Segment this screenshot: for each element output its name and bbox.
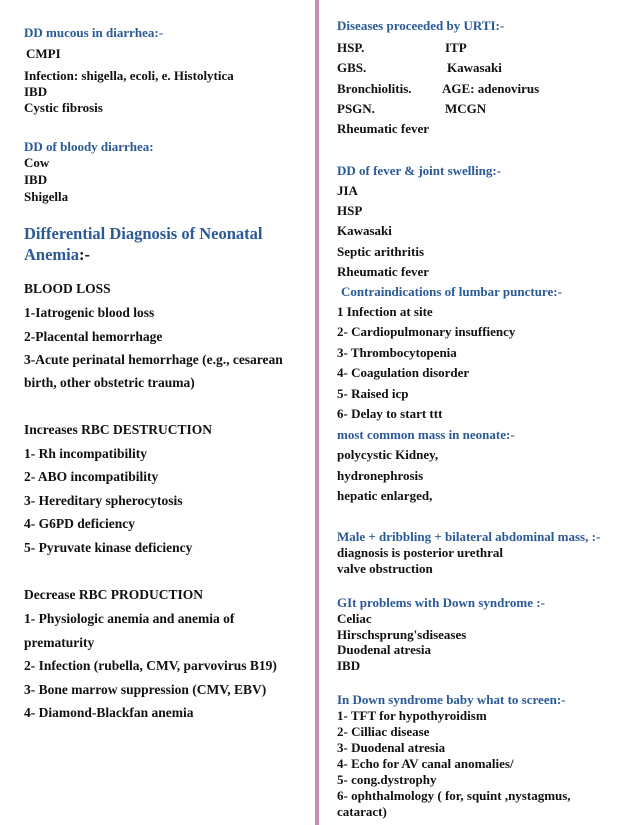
mass-item: polycystic Kidney,	[337, 447, 439, 462]
mucous-item: IBD	[24, 84, 48, 99]
urti-row	[337, 60, 502, 76]
destruction-item: 5- Pyruvate kinase deficiency	[24, 540, 193, 555]
fever-joint-heading: DD of fever & joint swelling:-	[337, 163, 502, 178]
production-item: 2- Infection (rubella, CMV, parvovirus B19)	[24, 658, 277, 673]
male-item: valve obstruction	[337, 561, 433, 576]
fever-item: Rheumatic fever	[337, 264, 430, 279]
mucous-item: CMPI	[26, 46, 61, 61]
mass-item: hydronephrosis	[337, 468, 424, 483]
urti-row	[337, 40, 467, 56]
mass-item: hepatic enlarged,	[337, 488, 433, 503]
urti-cell: ITP	[445, 40, 467, 55]
anemia-heading-line2	[24, 244, 90, 265]
production-item: 4- Diamond-Blackfan anemia	[24, 705, 194, 720]
urti-cell: MCGN	[445, 101, 487, 116]
blood-loss-item: birth, other obstetric trauma)	[24, 375, 195, 390]
fever-item: Kawasaki	[337, 223, 392, 238]
bloody-item: Cow	[24, 155, 50, 170]
production-item: 1- Physiologic anemia and anemia of	[24, 611, 235, 626]
bloody-diarrhea-heading: DD of bloody diarrhea:	[24, 139, 154, 154]
screen-item: 6- ophthalmology ( for, squint ,nystagmus,	[337, 788, 571, 803]
mucous-diarrhea-heading: DD mucous in diarrhea:-	[24, 25, 164, 40]
urti-item: Rheumatic fever	[337, 121, 430, 136]
urti-cell: GBS.	[337, 60, 367, 75]
lp-item: 5- Raised icp	[337, 386, 409, 401]
urti-cell: PSGN.	[337, 101, 375, 116]
lp-item: 1 Infection at site	[337, 304, 433, 319]
git-down-heading: GIt problems with Down syndrome :-	[337, 595, 545, 610]
git-item: IBD	[337, 658, 361, 673]
urti-cell: AGE: adenovirus	[442, 81, 540, 96]
production-item: 3- Bone marrow suppression (CMV, EBV)	[24, 682, 267, 697]
destruction-item: 1- Rh incompatibility	[24, 446, 148, 461]
screen-item: 2- Cilliac disease	[337, 724, 430, 739]
bloody-item: IBD	[24, 172, 48, 187]
screen-item: 1- TFT for hypothyroidism	[337, 708, 487, 723]
git-item: Hirschsprung'sdiseases	[337, 627, 467, 642]
blood-loss-item: 2-Placental hemorrhage	[24, 329, 163, 344]
blood-loss-item: 3-Acute perinatal hemorrhage (e.g., cesarean	[24, 352, 283, 367]
lp-item: 2- Cardiopulmonary insuffiency	[337, 324, 516, 339]
urti-row	[337, 101, 486, 117]
blood-loss-item: 1-Iatrogenic blood loss	[24, 305, 155, 320]
urti-cell: Bronchiolitis.	[337, 81, 412, 96]
male-dribbling-heading: Male + dribbling + bilateral abdominal mass, :-	[337, 529, 601, 544]
down-screen-heading: In Down syndrome baby what to screen:-	[337, 692, 566, 707]
destruction-item: 3- Hereditary spherocytosis	[24, 493, 183, 508]
git-item: Duodenal atresia	[337, 642, 432, 657]
fever-item: JIA	[337, 183, 358, 198]
column-divider	[315, 0, 319, 825]
screen-item: 3- Duodenal atresia	[337, 740, 446, 755]
urti-cell: HSP.	[337, 40, 365, 55]
anemia-heading-line1: Differential Diagnosis of Neonatal	[24, 224, 263, 243]
production-heading: Decrease RBC PRODUCTION	[24, 587, 203, 602]
fever-item: HSP	[337, 203, 363, 218]
urti-heading: Diseases proceeded by URTI:-	[337, 18, 505, 33]
anemia-heading-word: Anemia	[24, 245, 79, 264]
urti-cell: Kawasaki	[447, 60, 502, 75]
fever-item: Septic arithritis	[337, 244, 425, 259]
mucous-item: Cystic fibrosis	[24, 100, 103, 115]
bloody-item: Shigella	[24, 189, 69, 204]
destruction-item: 4- G6PD deficiency	[24, 516, 135, 531]
lp-item: 6- Delay to start ttt	[337, 406, 443, 421]
lp-item: 4- Coagulation disorder	[337, 365, 470, 380]
destruction-heading: Increases RBC DESTRUCTION	[24, 422, 213, 437]
mucous-item: Infection: shigella, ecoli, e. Histolytica	[24, 68, 234, 83]
screen-item: cataract)	[337, 804, 387, 819]
git-item: Celiac	[337, 611, 372, 626]
lp-item: 3- Thrombocytopenia	[337, 345, 457, 360]
male-item: diagnosis is posterior urethral	[337, 545, 504, 560]
urti-row	[337, 81, 539, 97]
anemia-heading-suffix: :-	[79, 245, 90, 264]
production-item: prematurity	[24, 635, 95, 650]
neonate-mass-heading: most common mass in neonate:-	[337, 427, 515, 442]
blood-loss-heading: BLOOD LOSS	[24, 281, 111, 296]
destruction-item: 2- ABO incompatibility	[24, 469, 159, 484]
lumbar-puncture-heading: Contraindications of lumbar puncture:-	[341, 284, 562, 299]
screen-item: 5- cong.dystrophy	[337, 772, 437, 787]
screen-item: 4- Echo for AV canal anomalies/	[337, 756, 514, 771]
